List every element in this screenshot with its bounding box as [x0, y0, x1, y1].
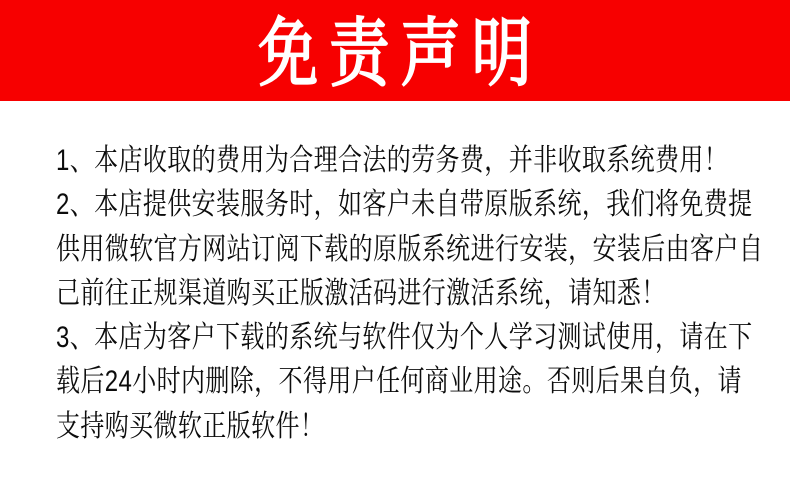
- disclaimer-line-1: 1、本店收取的费用为合理合法的劳务费，并非收取系统费用！: [55, 144, 729, 177]
- disclaimer-line-5: 3、本店为客户下载的系统与软件仅为个人学习测试使用，请在下: [55, 321, 753, 355]
- disclaimer-line-3: 供用微软官方网站订阅下载的原版系统进行安装，安装后由客户自: [55, 232, 764, 266]
- disclaimer-line-7: 支持购买微软正版软件！: [55, 409, 325, 443]
- page-title: 免责声明: [258, 11, 543, 95]
- disclaimer-line-2: 2、本店提供安装服务时，如客户未自带原版系统，我们将免费提: [55, 188, 753, 222]
- disclaimer-line-4: 己前往正规渠道购买正版激活码进行激活系统，请知悉！: [55, 276, 666, 310]
- disclaimer-body: [55, 139, 764, 449]
- disclaimer-line-6: 载后24小时内删除，不得用户任何商业用途。否则后果自负，请: [55, 365, 742, 399]
- disclaimer-banner: [0, 0, 790, 101]
